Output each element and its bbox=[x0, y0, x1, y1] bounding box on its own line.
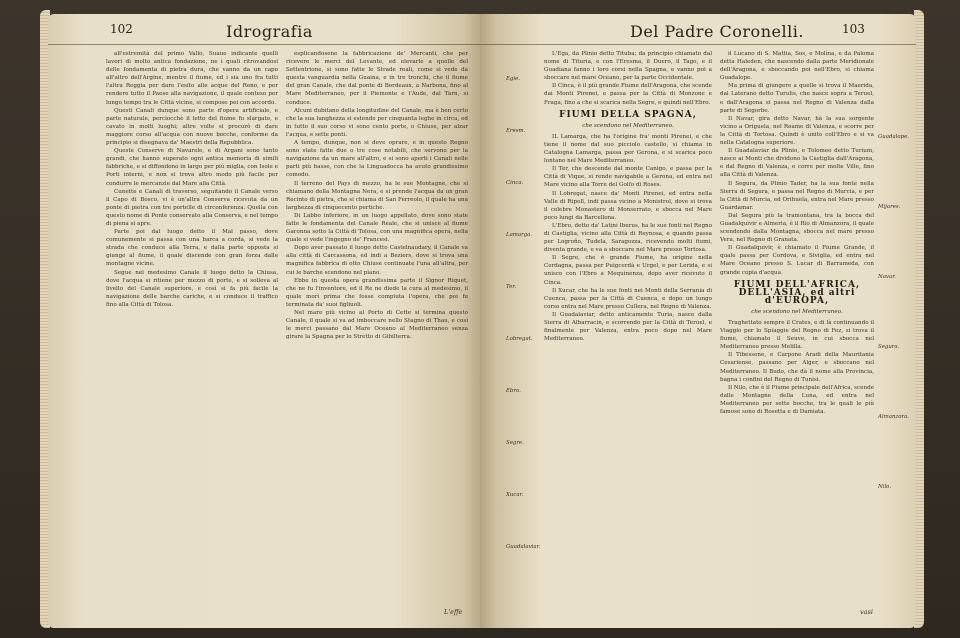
paragraph: Parte poi dal luogo detto il Mal passo, dove comunemente si passa con una barca a corda, si vede la strada che conduce alla Terra, e dalla parte opposta si giunge al fiume, il quale discende con gran forza dalle montagne vicine. bbox=[106, 229, 278, 268]
section-heading: FIUMI DELL'AFRICA, DELL'ASIA, ed altri d'EUROPA, bbox=[733, 279, 861, 306]
paragraph: Il Nilo, che è il Fiume principale dell'Africa, scende dalle Montagne della Luna, ed entra nel Mediterraneo per sette bocche, tra le quali le più famose sono di Rosetta e di Damiata. bbox=[720, 384, 874, 416]
header-rule-right bbox=[480, 44, 916, 45]
paragraph: Il Tibessene, e Carpone Aradi della Mauritania Cesariense, passano per Alger, e sboccano nel Mediterraneo. Il Budo, che dà il nome alla Provincia, bagna i confini del Regno di Tunisi. bbox=[720, 352, 874, 383]
paragraph: Il Xucar, che ha le sue fonti nei Monti della Serrania di Cuenca, passa per la Città di Cuenca, e dopo un lungo corso entra nel Mare presso Cullera, nel Regno di Valenza. bbox=[544, 287, 712, 310]
paragraph: Di Labbo inferiore, in un luogo appellato, dove sono state fatte le fondamenta del Canale Reale, che si unisce al fiume Garonna sotto la Città di Tolosa, con una magnifica opera, nella quale si vede l'ingegno de' Francesi. bbox=[286, 212, 468, 244]
left-column-1 bbox=[106, 50, 278, 608]
paragraph: Dopo aver passato il luogo detto Castelnaudary, il Canale va alla città di Carcassona, ed indi a Beziers, dove si trova una magnifica fabbrica di otto Chiuse continuate l'una all'altra, per cui le barche scendono nel piano. bbox=[286, 245, 468, 276]
margin-note: Segura. bbox=[878, 344, 900, 350]
paragraph: Segue nel medesimo Canale il luogo detto la Chiusa, dove l'acqua si ritiene per mezzo di porte, e si solleva al livello del Canale superiore, e così si fa più facile la navigazione delle barche cariche, e si conduce il traffico fino alla Città di Tolosa. bbox=[106, 269, 278, 308]
paragraph: Il Ter, che descende dal monte Canigo, e passa per la Città di Vique, si rende navigabile a Gerona, ed entra nel Mare vicino alla Torre del Golfo di Roses. bbox=[544, 166, 712, 189]
paragraph: all'estremità del primo Vallo, Suaue indicante quelli lavori di molto antica fondazione, ne i quali ritrovandosi delle fondamenta di pietra dura, che vanno da un capo all'altro dell'Argine, mentre il fiume, ed i sia uno fra tutti l'altra Reggia per dare l'esito alle acque del Reno, e per rendere tutto il Paese alla navigazione, il quale conteso per lungo tempo tra le Città vicine, si compose poi con accordo. bbox=[106, 51, 278, 106]
right-column-2 bbox=[720, 50, 874, 608]
left-page-number: 102 bbox=[110, 22, 133, 36]
paragraph: Questi Canali dunque sono parte d'opera artificiale, e parte naturale, perciocchè il letto del fiume fu slargato, e cavato in molti luoghi; altre volte si procurò di dare maggiore corso all'acqua con nuove bocche, conforme da principio si disegnava da' Maestri della Repubblica. bbox=[106, 107, 278, 147]
left-page bbox=[48, 14, 480, 628]
paragraph: A tempo, dunque, non si deve oprare, e in questo Regno sono state fatte due o tre cose notabili, che servono per la navigazione da un mare all'altro, e si sono aperti i Canali nelle parti più basse, con che la Linguadocca ha avuto grandissimo comodo. bbox=[286, 140, 468, 179]
right-running-title: Del Padre Coronelli. bbox=[630, 22, 804, 41]
paragraph: esplicandosene la fabbricazione de' Mercanti, che per ricevere le merci del Levante, ed elevarle a quelle del Settentrione, si sono fatte le Strade reali, come si vede da questa vanguardia nella Guaina, e in tre tronchi, che il fiume del gran Canale, che dal ponte di Bordeaux, a Narbona, fino al Mare Mediterraneo, per il Piemonte e l'Aude, dal Tarn, si conduce. bbox=[286, 51, 468, 106]
paragraph: Il Segre, che è grande Fiume, ha origine nella Cerdagna, passa per Puigcerdà e Urgel, e per Lerida, e si unisce con l'Ebro a Mequinenza, dopo aver ricevuto il Cinca. bbox=[544, 255, 712, 286]
margin-note: Almanzora. bbox=[878, 414, 910, 420]
margin-note: Guadalope. bbox=[878, 134, 909, 140]
right-page-number: 103 bbox=[842, 22, 865, 36]
paragraph: Il Cinca, è il più grande Fiume dell'Aragona, che scende dai Monti Pirenei, e passa per la Città di Monzone e Fraga, fino a che si scarica nella Segre, e quindi nell'Ebro. bbox=[544, 83, 712, 106]
paragraph: Il Guadalaviar da Plinio, e Tolomeo detto Turium, nasce ai Monti che dividono la Castiglia dall'Aragona, e dal Regno di Valenza, e corre per molte Ville, fino alla Città di Valenza. bbox=[720, 148, 874, 179]
paragraph: L'Ebro, detto da' Latini Iberus, ha le sue fonti nel Regno di Castiglia, vicino alla Città di Reynosa, e quando passa per Logroño, Tudela, Saragozza, ricevendo molti fiumi, diventa grande, e va a sboccare nel Mare presso Tortosa. bbox=[544, 222, 712, 254]
paragraph: Il Guadalaviar, detto anticamente Turia, nasce dalla Sierra di Albarracin, e scorrendo per la Città di Teruel, e finalmente per Valenza, entra poco dopo nel Mare Mediterraneo. bbox=[544, 311, 712, 343]
paragraph: Alcuni dubitano della longitudine del Canale, ma è ben certo che la sua lunghezza si estende per cinquanta leghe in circa, ed in tutto il suo corso vi sono cento porte, o Chiuse, per alzar l'acqua, e sette ponti. bbox=[286, 107, 468, 138]
section-subheading: che scendono nel Mediterraneo. bbox=[751, 308, 843, 315]
margin-note: Mijares. bbox=[878, 204, 901, 210]
section-heading: FIUMI DELLA SPAGNA, bbox=[559, 109, 697, 120]
paragraph: Ma prima di giungere a quelle si trova il Maerida, dal Laterano detto Turulis, che nasce sopra a Teruel, e dall'Aragona si passa nel Regno di Valenza dalla parte di Segorbe. bbox=[720, 83, 874, 114]
right-catchword: vasi bbox=[860, 608, 873, 616]
paragraph: Dal Segura più la tramontana, tra la bocca del Guadalquivir e Almeria, è il Rio di Almanzora, il quale scendendo dalla Montagna, sbocca nel mare presso Vera, nel Regno di Granata. bbox=[720, 212, 874, 244]
margin-note: Guadalaviar. bbox=[506, 544, 541, 550]
margin-note: Egie. bbox=[506, 76, 521, 82]
header-rule bbox=[48, 44, 480, 45]
margin-note: Navar. bbox=[878, 274, 896, 280]
paragraph: Nel mare più vicino al Porto di Cette si termina questo Canale, il quale si va ad imboccare nello Stagno di Thau, e così le merci passano dal Mare Oceano al Mediterraneo senza girare la Spagna per lo Stretto di Gibilterra. bbox=[286, 310, 468, 341]
margin-note: Segre. bbox=[506, 440, 524, 446]
left-column-2 bbox=[286, 50, 468, 608]
margin-note: Ter. bbox=[506, 284, 517, 290]
paragraph: Traghettato sempre il Crates, e di là continuando il Viaggio per lo Spiaggie del Regno di Fez, si trova il fiume, chiamato il Seuve, in cui sbocca nel Mediterraneo presso Melilla. bbox=[720, 320, 874, 351]
paragraph: Queste Conserve di Navarele, e di Argani sono tanto grandi, che hanno superato ogni antica memoria di simili fabbriche, e si diffondono in largo per più miglia, con Isole e Porti interni, e non si trova altro modo più facile per condurre le mercanzie dal Mare alla Città. bbox=[106, 148, 278, 187]
margin-note: Lobregat. bbox=[506, 336, 533, 342]
right-column-1 bbox=[544, 50, 712, 608]
margin-note: Nilo. bbox=[878, 484, 892, 490]
paragraph: Il Navar, gira detto Navar, hà la sua sorgente vicino a Origuela, nel Reame di Valenza, e scorre per la Città di Tortosa. Quindi è unito coll'Ebro e si va nella Catalogna superiore. bbox=[720, 115, 874, 147]
margin-note: Xucar. bbox=[506, 492, 524, 498]
margin-note: Cinca. bbox=[506, 180, 524, 186]
section-subheading: che scendono nel Mediterraneo. bbox=[582, 122, 674, 129]
paragraph: Il Guadalquivir, è chiamato il Fiume Grande, il quale passa per Cordova, e Siviglia, ed entra nel Mare Oceano presso S. Lucar di Barrameda, con grande copia d'acqua. bbox=[720, 245, 874, 276]
right-page bbox=[480, 14, 916, 628]
left-running-title: Idrografia bbox=[226, 22, 313, 41]
left-catchword: L'effe bbox=[444, 608, 463, 616]
margin-note: Lamarga. bbox=[506, 232, 533, 238]
paragraph: IL Lamarga, che ha l'origine fra' monti Pirenei, e che tiene il nome dal suo picciolo castello, si chiama in Catalogna Lamarga, passa per Gerona, e si scarica poco lontano nel Mare Mediterraneo. bbox=[544, 133, 712, 165]
paragraph: Il Lobregat, nasce da' Monti Pirenei, ed entra nella Valle di Ripoll, indi passa vicino a Monistrol, dove si trova il celebre Monastero di Monserrato, e sbocca nel Mare poco lungi da Barcellona. bbox=[544, 190, 712, 221]
paragraph: Il Segura, da Plinio Tader, ha la sua fonte nella Sierra di Segura, e passa nel Regno di Murcia, e per la Città di Murcia, ed Orihuela, entra nel Mare presso Guardamar. bbox=[720, 180, 874, 211]
margin-note: Eresm. bbox=[506, 128, 526, 134]
paragraph: il Lucano di S. Mattia, Sos, e Molìna, e da Paloma detta Haleden, che nascendo dalla parte Meridionale dell'Aragona, e sboccando poi nell'Ebro, si chiama Guadalope. bbox=[720, 51, 874, 82]
paragraph: Il terreno del Pays di mezzo, ha le sue Montagne, che si chiamano della Montagna Nera, e si prende l'acqua da un gran Recinto di pietra, che si chiama di San Ferreolo, il quale ha una larghezza di cinquecento pertiche. bbox=[286, 180, 468, 211]
paragraph: Ebbe in questa opera grandissima parte il Signor Riquet, che ne fu l'inventore, ed il Re ne diede la cura al medesimo, il quale morì prima che fosse compiuta l'opera, che poi fu terminata da' suoi figliuoli. bbox=[286, 277, 468, 308]
margin-note: Ebro. bbox=[506, 388, 521, 394]
paragraph: Cunette e Canali di traverso, seguitando il Canale verso il Capo di Bosco, vi è un'altra Conserva ricevuta da un ponte di pietra con tre portelle di circonferenza. Quella con questo nome di Ponte conservato alla Conserva, e nel tempo di piena si apre. bbox=[106, 188, 278, 227]
paragraph: L'Ega, da Plinio detto Tituba; da principio chiamato dal nome di Tituria, e con l'Eresma, il Duero, il Tago, e il Guadiana fanno i loro corsi nella Spagna, e vanno poi a sboccare nel mare Oceano, per la parte Occidentale. bbox=[544, 51, 712, 82]
